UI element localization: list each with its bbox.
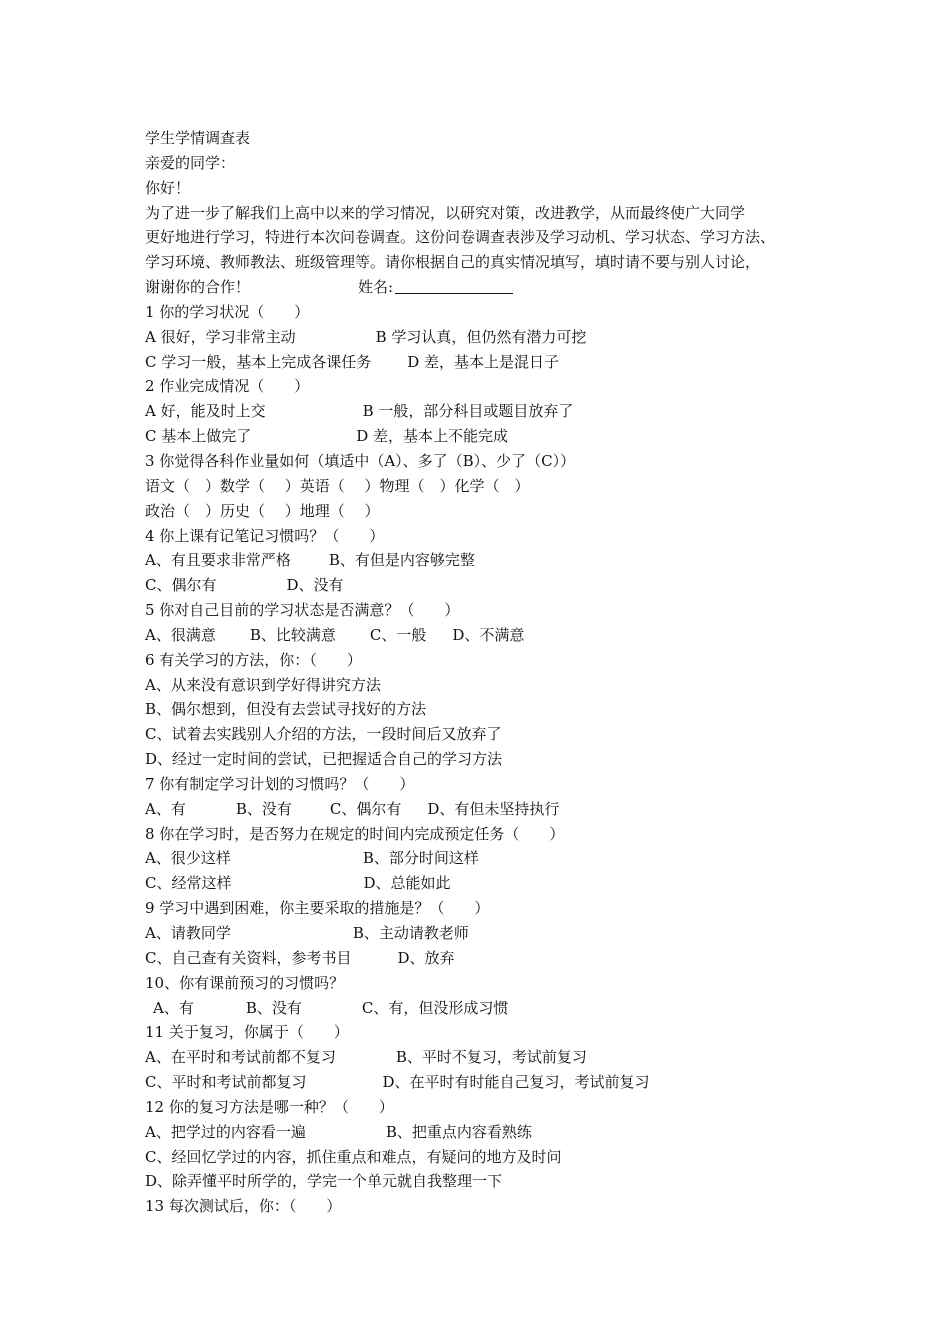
option-row — [145, 921, 825, 946]
option-c: C、一般 — [369, 625, 427, 644]
option-a: A、在平时和考试前都不复习 — [145, 1048, 336, 1067]
question-4: 4 你上课有记笔记习惯吗？（ ） — [145, 526, 385, 545]
option-d: D 差，基本上是混日子 — [407, 352, 560, 371]
option-b: B、平时不复习，考试前复习 — [395, 1048, 587, 1067]
document-title: 学生学情调查表 — [145, 129, 251, 147]
option-row — [145, 623, 825, 648]
option-a: A、很满意 — [145, 625, 216, 644]
option-a: A、有且要求非常严格 — [145, 551, 291, 570]
subject-row: 语文（ ）数学（ ）英语（ ）物理（ ）化学（ ） — [145, 476, 530, 495]
option-c: C、有，但没形成习惯 — [361, 998, 509, 1017]
option-a: A 好，能及时上交 — [145, 402, 266, 421]
intro-line: 更好地进行学习，特进行本次问卷调查。这份问卷调查表涉及学习动机、学习状态、学习方法、 — [145, 228, 776, 247]
hello-line: 你好！ — [145, 178, 191, 197]
option-row — [145, 1070, 825, 1095]
option-row — [145, 846, 825, 871]
question-2: 2 作业完成情况（ ） — [145, 377, 310, 396]
option-d: D 差，基本上不能完成 — [356, 427, 509, 446]
option-row — [145, 548, 825, 573]
option-a: A、从来没有意识到学好得讲究方法 — [145, 675, 381, 694]
thanks-text: 谢谢你的合作！ — [145, 278, 251, 297]
intro-line: 为了进一步了解我们上高中以来的学习情况，以研究对策，改进教学，从而最终使广大同学 — [145, 203, 746, 222]
question-8: 8 你在学习时，是否努力在规定的时间内完成预定任务（ ） — [145, 824, 565, 843]
option-a: A、很少这样 — [145, 849, 231, 868]
option-b: B、比较满意 — [249, 625, 336, 644]
option-row — [145, 573, 825, 598]
option-c: C、偶尔有 — [145, 576, 217, 595]
question-10: 10、你有课前预习的习惯吗？ — [145, 973, 345, 992]
question-1: 1 你的学习状况（ ） — [145, 302, 310, 321]
name-field[interactable] — [358, 275, 513, 300]
option-row — [145, 871, 825, 896]
option-a: A 很好，学习非常主动 — [145, 327, 296, 346]
option-row — [145, 996, 825, 1021]
option-d: D、放弃 — [397, 948, 455, 967]
question-7: 7 你有制定学习计划的习惯吗？（ ） — [145, 774, 415, 793]
option-row — [145, 1045, 825, 1070]
thanks-line — [145, 275, 825, 300]
question-11: 11 关于复习，你属于（ ） — [145, 1023, 349, 1042]
option-a: A、有 — [153, 998, 194, 1017]
option-row — [145, 350, 825, 375]
option-d: D、不满意 — [452, 625, 525, 644]
question-12: 12 你的复习方法是哪一种？（ ） — [145, 1097, 394, 1116]
option-b: B、偶尔想到，但没有去尝试寻找好的方法 — [145, 700, 427, 719]
option-a: A、有 — [145, 799, 186, 818]
option-c: C、平时和考试前都复习 — [145, 1073, 307, 1092]
option-c: C、偶尔有 — [329, 799, 402, 818]
option-b: B、部分时间这样 — [362, 849, 479, 868]
survey-body — [145, 126, 825, 1219]
option-d: D、有但未坚持执行 — [427, 799, 560, 818]
option-b: B、把重点内容看熟练 — [385, 1122, 532, 1141]
question-6: 6 有关学习的方法，你：（ ） — [145, 650, 362, 669]
option-b: B、没有 — [245, 998, 302, 1017]
question-3: 3 你觉得各科作业量如何（填适中（A）、多了（B）、少了（C）） — [145, 451, 576, 470]
option-row — [145, 399, 825, 424]
option-row — [145, 946, 825, 971]
option-d: D、在平时有时能自己复习，考试前复习 — [382, 1073, 650, 1092]
option-d: D、除弄懂平时所学的，学完一个单元就自我整理一下 — [145, 1172, 503, 1191]
option-row — [145, 797, 825, 822]
intro-line: 学习环境、教师教法、班级管理等。请你根据自己的真实情况填写，填时请不要与别人讨论， — [145, 253, 761, 272]
option-b: B 一般，部分科目或题目放弃了 — [362, 402, 574, 421]
option-row — [145, 424, 825, 449]
question-13: 13 每次测试后，你：（ ） — [145, 1197, 342, 1216]
option-c: C、经常这样 — [145, 874, 232, 893]
option-b: B、没有 — [235, 799, 292, 818]
option-c: C 学习一般，基本上完成各课任务 — [145, 352, 372, 371]
option-c: C、试着去实践别人介绍的方法，一段时间后又放弃了 — [145, 725, 502, 744]
option-b: B 学习认真，但仍然有潜力可挖 — [375, 327, 587, 346]
option-b: B、有但是内容够完整 — [328, 551, 475, 570]
question-9: 9 学习中遇到困难，你主要采取的措施是？（ ） — [145, 899, 490, 918]
option-d: D、总能如此 — [363, 874, 451, 893]
name-label: 姓名: — [358, 278, 394, 297]
option-d: D、经过一定时间的尝试，已把握适合自己的学习方法 — [145, 750, 503, 769]
name-blank[interactable] — [395, 292, 513, 294]
option-b: B、主动请教老师 — [352, 924, 469, 942]
option-row — [145, 325, 825, 350]
option-d: D、没有 — [286, 576, 344, 595]
option-c: C 基本上做完了 — [145, 427, 252, 446]
option-c: C、自己查有关资料，参考书目 — [145, 948, 352, 967]
question-5: 5 你对自己目前的学习状态是否满意？（ ） — [145, 601, 460, 620]
subject-row: 政治（ ）历史（ ）地理（ ） — [145, 501, 380, 520]
greeting: 亲爱的同学： — [145, 153, 236, 172]
option-a: A、把学过的内容看一遍 — [145, 1122, 306, 1141]
option-row — [145, 1120, 825, 1145]
option-c: C、经回忆学过的内容，抓住重点和难点，有疑问的地方及时问 — [145, 1147, 562, 1166]
option-a: A、请教同学 — [145, 924, 231, 942]
